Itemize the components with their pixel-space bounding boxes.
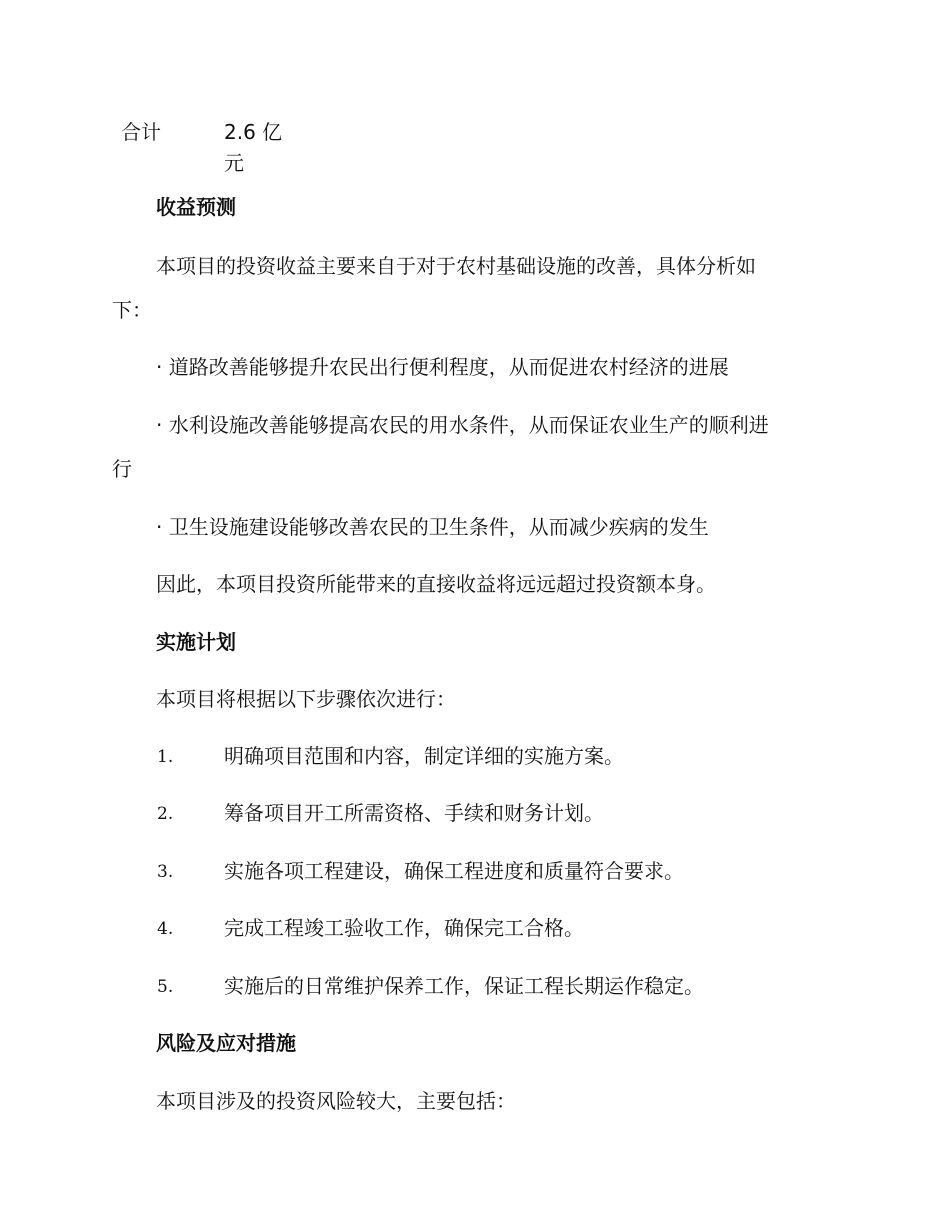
revenue-bullet-continuation: 行 xyxy=(112,457,132,481)
risk-intro: 本项目涉及的投资风险较大，主要包括： xyxy=(156,1089,516,1113)
revenue-bullet: · 道路改善能够提升农民出行便利程度，从而促进农村经济的进展 xyxy=(156,355,729,379)
plan-step-number: 2. xyxy=(157,804,174,824)
plan-step-text: 筹备项目开工所需资格、手续和财务计划。 xyxy=(224,801,604,825)
plan-step-text: 明确项目范围和内容，制定详细的实施方案。 xyxy=(224,744,624,768)
revenue-conclusion: 因此，本项目投资所能带来的直接收益将远远超过投资额本身。 xyxy=(156,572,716,596)
section-heading-plan: 实施计划 xyxy=(156,630,236,654)
plan-step-number: 3. xyxy=(157,862,174,882)
table-total-value-line2: 元 xyxy=(224,151,244,175)
section-heading-revenue: 收益预测 xyxy=(156,195,236,219)
plan-step-text: 实施各项工程建设，确保工程进度和质量符合要求。 xyxy=(224,859,684,883)
plan-step-text: 完成工程竣工验收工作，确保完工合格。 xyxy=(224,916,584,940)
plan-step-number: 4. xyxy=(157,919,174,939)
revenue-intro-line2: 下： xyxy=(112,298,152,322)
plan-step-number: 5. xyxy=(157,977,174,997)
table-total-label: 合计 xyxy=(121,120,161,144)
plan-intro: 本项目将根据以下步骤依次进行： xyxy=(156,687,456,711)
table-total-value-line1: 2.6 亿 xyxy=(224,120,283,144)
section-heading-risk: 风险及应对措施 xyxy=(156,1031,296,1055)
revenue-bullet: · 卫生设施建设能够改善农民的卫生条件，从而减少疾病的发生 xyxy=(156,515,709,539)
revenue-bullet: · 水利设施改善能够提高农民的用水条件，从而保证农业生产的顺利进 xyxy=(156,413,769,437)
revenue-intro-line1: 本项目的投资收益主要来自于对于农村基础设施的改善，具体分析如 xyxy=(156,254,756,278)
plan-step-text: 实施后的日常维护保养工作，保证工程长期运作稳定。 xyxy=(224,974,704,998)
plan-step-number: 1. xyxy=(157,747,174,767)
